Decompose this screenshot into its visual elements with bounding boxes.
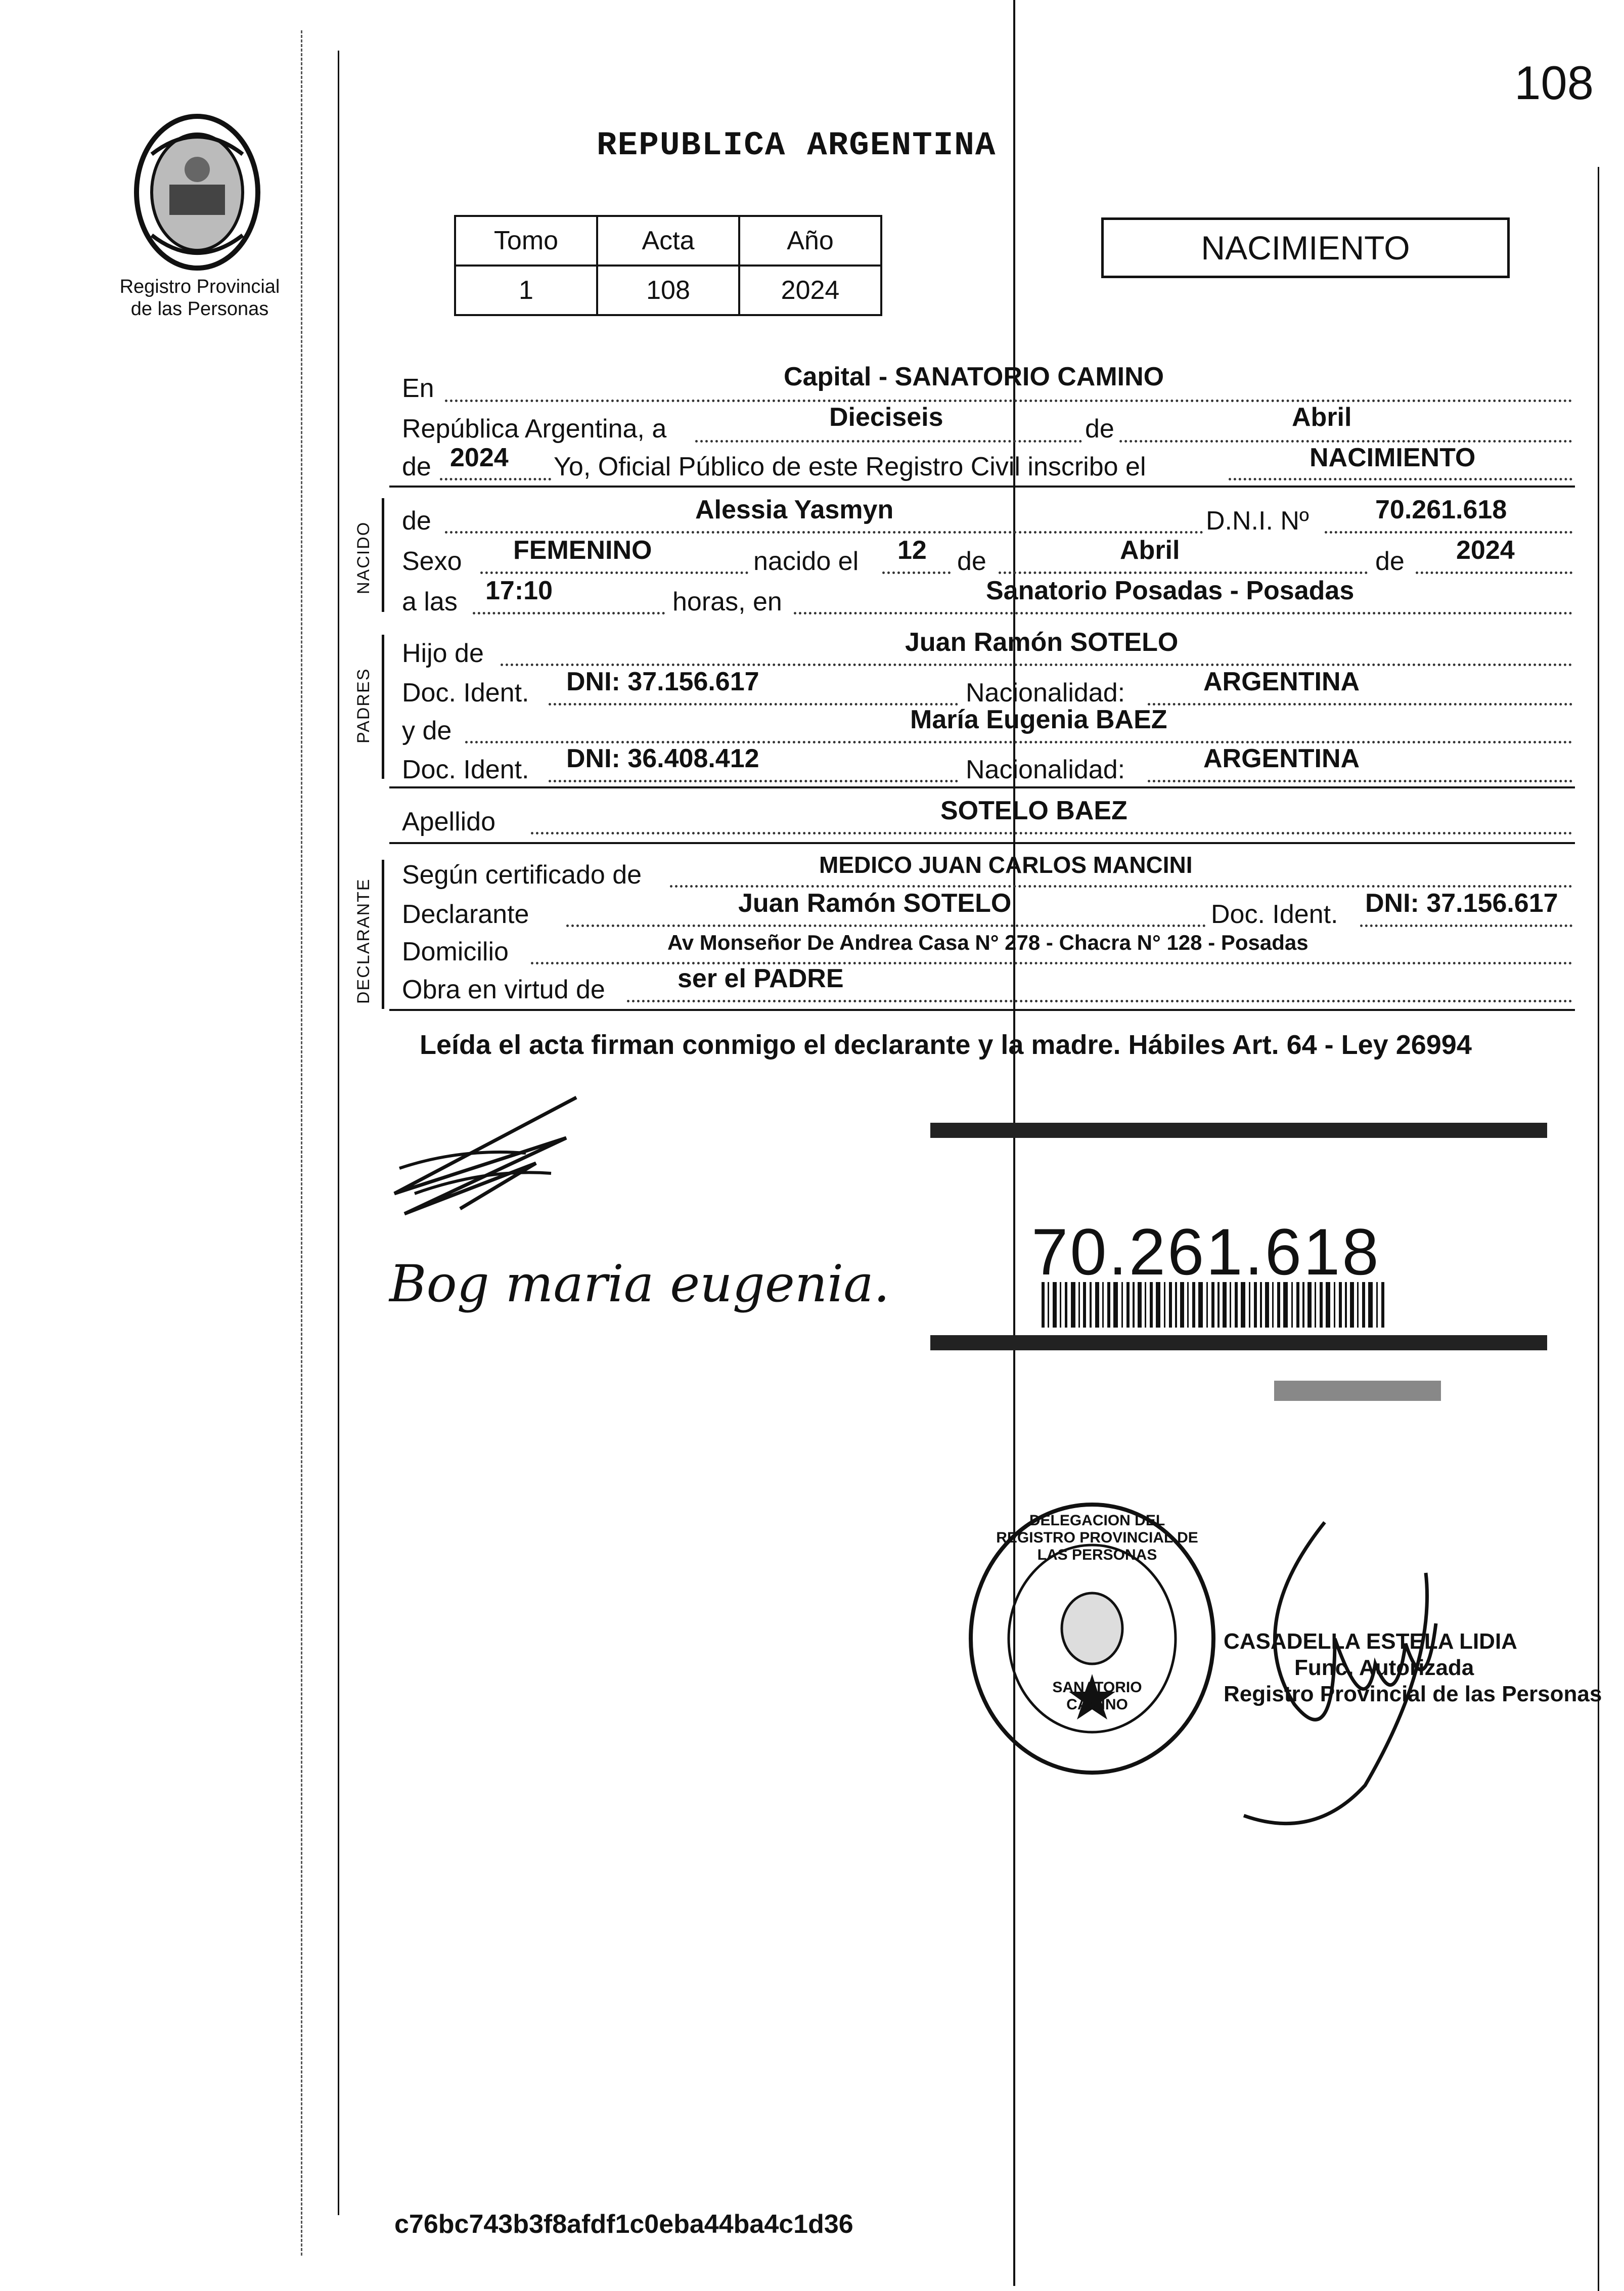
- birth-day-dots: [882, 571, 951, 574]
- time-dots: [473, 612, 665, 614]
- year-value: 2024: [450, 443, 509, 472]
- sexo-dots: [480, 571, 748, 574]
- record-table: [454, 215, 882, 316]
- emblem-caption-line1: Registro Provincial: [119, 276, 280, 297]
- father-doc-value: DNI: 37.156.617: [566, 667, 759, 696]
- padres-bar: [382, 635, 384, 779]
- right-edge-line: [1598, 167, 1599, 2291]
- hijo-de-label: Hijo de: [402, 639, 484, 668]
- republica-label: República Argentina, a: [402, 414, 667, 444]
- mother-signature: Bog maria eugenia.: [389, 1254, 890, 1313]
- en-label: En: [402, 374, 434, 403]
- de-label: de: [1082, 414, 1117, 444]
- birth-year-dots: [1416, 571, 1572, 574]
- act-type-box: NACIMIENTO: [1101, 217, 1510, 278]
- record-value-tomo: 1: [455, 266, 597, 315]
- segun-dots: [670, 885, 1572, 888]
- mother-doc-label: Doc. Ident.: [402, 755, 529, 784]
- record-value-ano: 2024: [739, 266, 881, 315]
- nacido-de2-label: de: [957, 547, 986, 576]
- declarante-doc-value: DNI: 37.156.617: [1365, 889, 1558, 918]
- divider-declarante: [389, 1009, 1575, 1011]
- father-doc-label: Doc. Ident.: [402, 678, 529, 708]
- record-value-acta: 108: [597, 266, 739, 315]
- declarante-value: Juan Ramón SOTELO: [738, 889, 1012, 918]
- apellido-value: SOTELO BAEZ: [940, 796, 1127, 825]
- dni-label: D.N.I. Nº: [1206, 506, 1309, 536]
- segun-label: Según certificado de: [402, 860, 642, 890]
- declarante-doc-label: Doc. Ident.: [1211, 900, 1338, 929]
- month-value: Abril: [1292, 403, 1352, 432]
- birth-day-value: 12: [897, 536, 927, 565]
- en-value: Capital - SANATORIO CAMINO: [784, 362, 1164, 391]
- name-dots: [445, 531, 1203, 534]
- declarante-side-label: DECLARANTE: [354, 878, 373, 1004]
- birth-month-dots: [999, 571, 1368, 574]
- padres-side-label: PADRES: [354, 668, 373, 743]
- domicilio-value: Av Monseñor De Andrea Casa N° 278 - Chacra N° 128 - Posadas: [667, 931, 1309, 954]
- mother-nat-dots: [1148, 780, 1572, 782]
- father-nat-label: Nacionalidad:: [966, 678, 1125, 708]
- nacido-de-label: de: [402, 506, 431, 536]
- left-margin-line: [338, 51, 339, 2215]
- divider-intro: [389, 486, 1575, 488]
- mother-nat-value: ARGENTINA: [1203, 744, 1360, 773]
- mother-nat-label: Nacionalidad:: [966, 755, 1125, 784]
- place-dots: [794, 612, 1572, 614]
- apellido-label: Apellido: [402, 807, 496, 836]
- birth-month-value: Abril: [1120, 536, 1180, 565]
- seal-ring-text: DELEGACION DEL REGISTRO PROVINCIAL DE LAS PERSONAS: [996, 1512, 1198, 1563]
- officer-role: Func. Autorizada: [1294, 1655, 1474, 1680]
- officer-office: Registro Provincial de las Personas: [1224, 1682, 1602, 1706]
- nacido-de3-label: de: [1375, 547, 1405, 576]
- nacido-side-label: NACIDO: [354, 521, 373, 594]
- officer-name: CASADELLA ESTELA LIDIA: [1224, 1629, 1517, 1654]
- emblem-caption-line2: de las Personas: [130, 298, 269, 320]
- de2-label: de: [402, 452, 431, 481]
- day-value: Dieciseis: [829, 403, 943, 432]
- mother-doc-value: DNI: 36.408.412: [566, 744, 759, 773]
- declarante-dots: [566, 924, 1206, 927]
- birth-year-value: 2024: [1456, 536, 1515, 565]
- nacido-el-label: nacido el: [753, 547, 859, 576]
- segun-value: MEDICO JUAN CARLOS MANCINI: [819, 852, 1193, 878]
- father-signature: [384, 1092, 597, 1224]
- seal-inner-text: SANATORIO CAMINO: [1052, 1679, 1142, 1713]
- obra-value: ser el PADRE: [678, 964, 844, 993]
- emblem-caption: [111, 276, 288, 320]
- child-dni-value: 70.261.618: [1375, 495, 1507, 524]
- province-emblem: [121, 109, 273, 276]
- document-hash: c76bc743b3f8afdf1c0eba44ba4c1d36: [394, 2210, 853, 2239]
- sticker-dni-number: 70.261.618: [1031, 1215, 1381, 1289]
- divider-padres: [389, 786, 1575, 788]
- en-dots: [445, 400, 1572, 402]
- mother-name-value: María Eugenia BAEZ: [910, 705, 1167, 734]
- declarante-doc-dots: [1360, 924, 1572, 927]
- apellido-dots: [531, 832, 1572, 834]
- inscribo-value: NACIMIENTO: [1310, 443, 1476, 472]
- left-edge-dashes: [301, 30, 302, 2256]
- dni-dots: [1325, 531, 1572, 534]
- horas-label: horas, en: [672, 587, 782, 616]
- record-header-acta: Acta: [597, 216, 739, 266]
- document-title: REPUBLICA ARGENTINA: [597, 126, 997, 164]
- nacido-bar: [382, 498, 384, 612]
- sexo-label: Sexo: [402, 547, 462, 576]
- father-nat-dots: [1148, 703, 1572, 706]
- reading-statement: Leída el acta firman conmigo el declarante y la madre. Hábiles Art. 64 - Ley 26994: [420, 1030, 1472, 1060]
- birth-place-value: Sanatorio Posadas - Posadas: [986, 576, 1355, 605]
- inscribo-dots: [1229, 478, 1572, 480]
- divider-apellido: [389, 842, 1575, 844]
- record-header-tomo: Tomo: [455, 216, 597, 266]
- declarante-bar: [382, 860, 384, 1009]
- father-doc-dots: [549, 703, 958, 706]
- page-number: 108: [1514, 56, 1594, 109]
- officer-stamp: [1224, 1628, 1602, 1707]
- mother-doc-dots: [549, 780, 958, 782]
- declarante-label: Declarante: [402, 900, 529, 929]
- birth-time-value: 17:10: [485, 576, 553, 605]
- obra-dots: [627, 1000, 1572, 1002]
- record-header-ano: Año: [739, 216, 881, 266]
- yo-text: Yo, Oficial Público de este Registro Civil inscribo el: [554, 452, 1146, 481]
- child-name-value: Alessia Yasmyn: [695, 495, 894, 524]
- father-name-dots: [501, 664, 1572, 666]
- domicilio-label: Domicilio: [402, 937, 509, 966]
- obra-label: Obra en virtud de: [402, 975, 605, 1004]
- father-nat-value: ARGENTINA: [1203, 667, 1360, 696]
- a-las-label: a las: [402, 587, 458, 616]
- year-dots: [440, 478, 551, 480]
- father-name-value: Juan Ramón SOTELO: [905, 628, 1179, 657]
- sexo-value: FEMENINO: [513, 536, 652, 565]
- y-de-label: y de: [402, 716, 452, 745]
